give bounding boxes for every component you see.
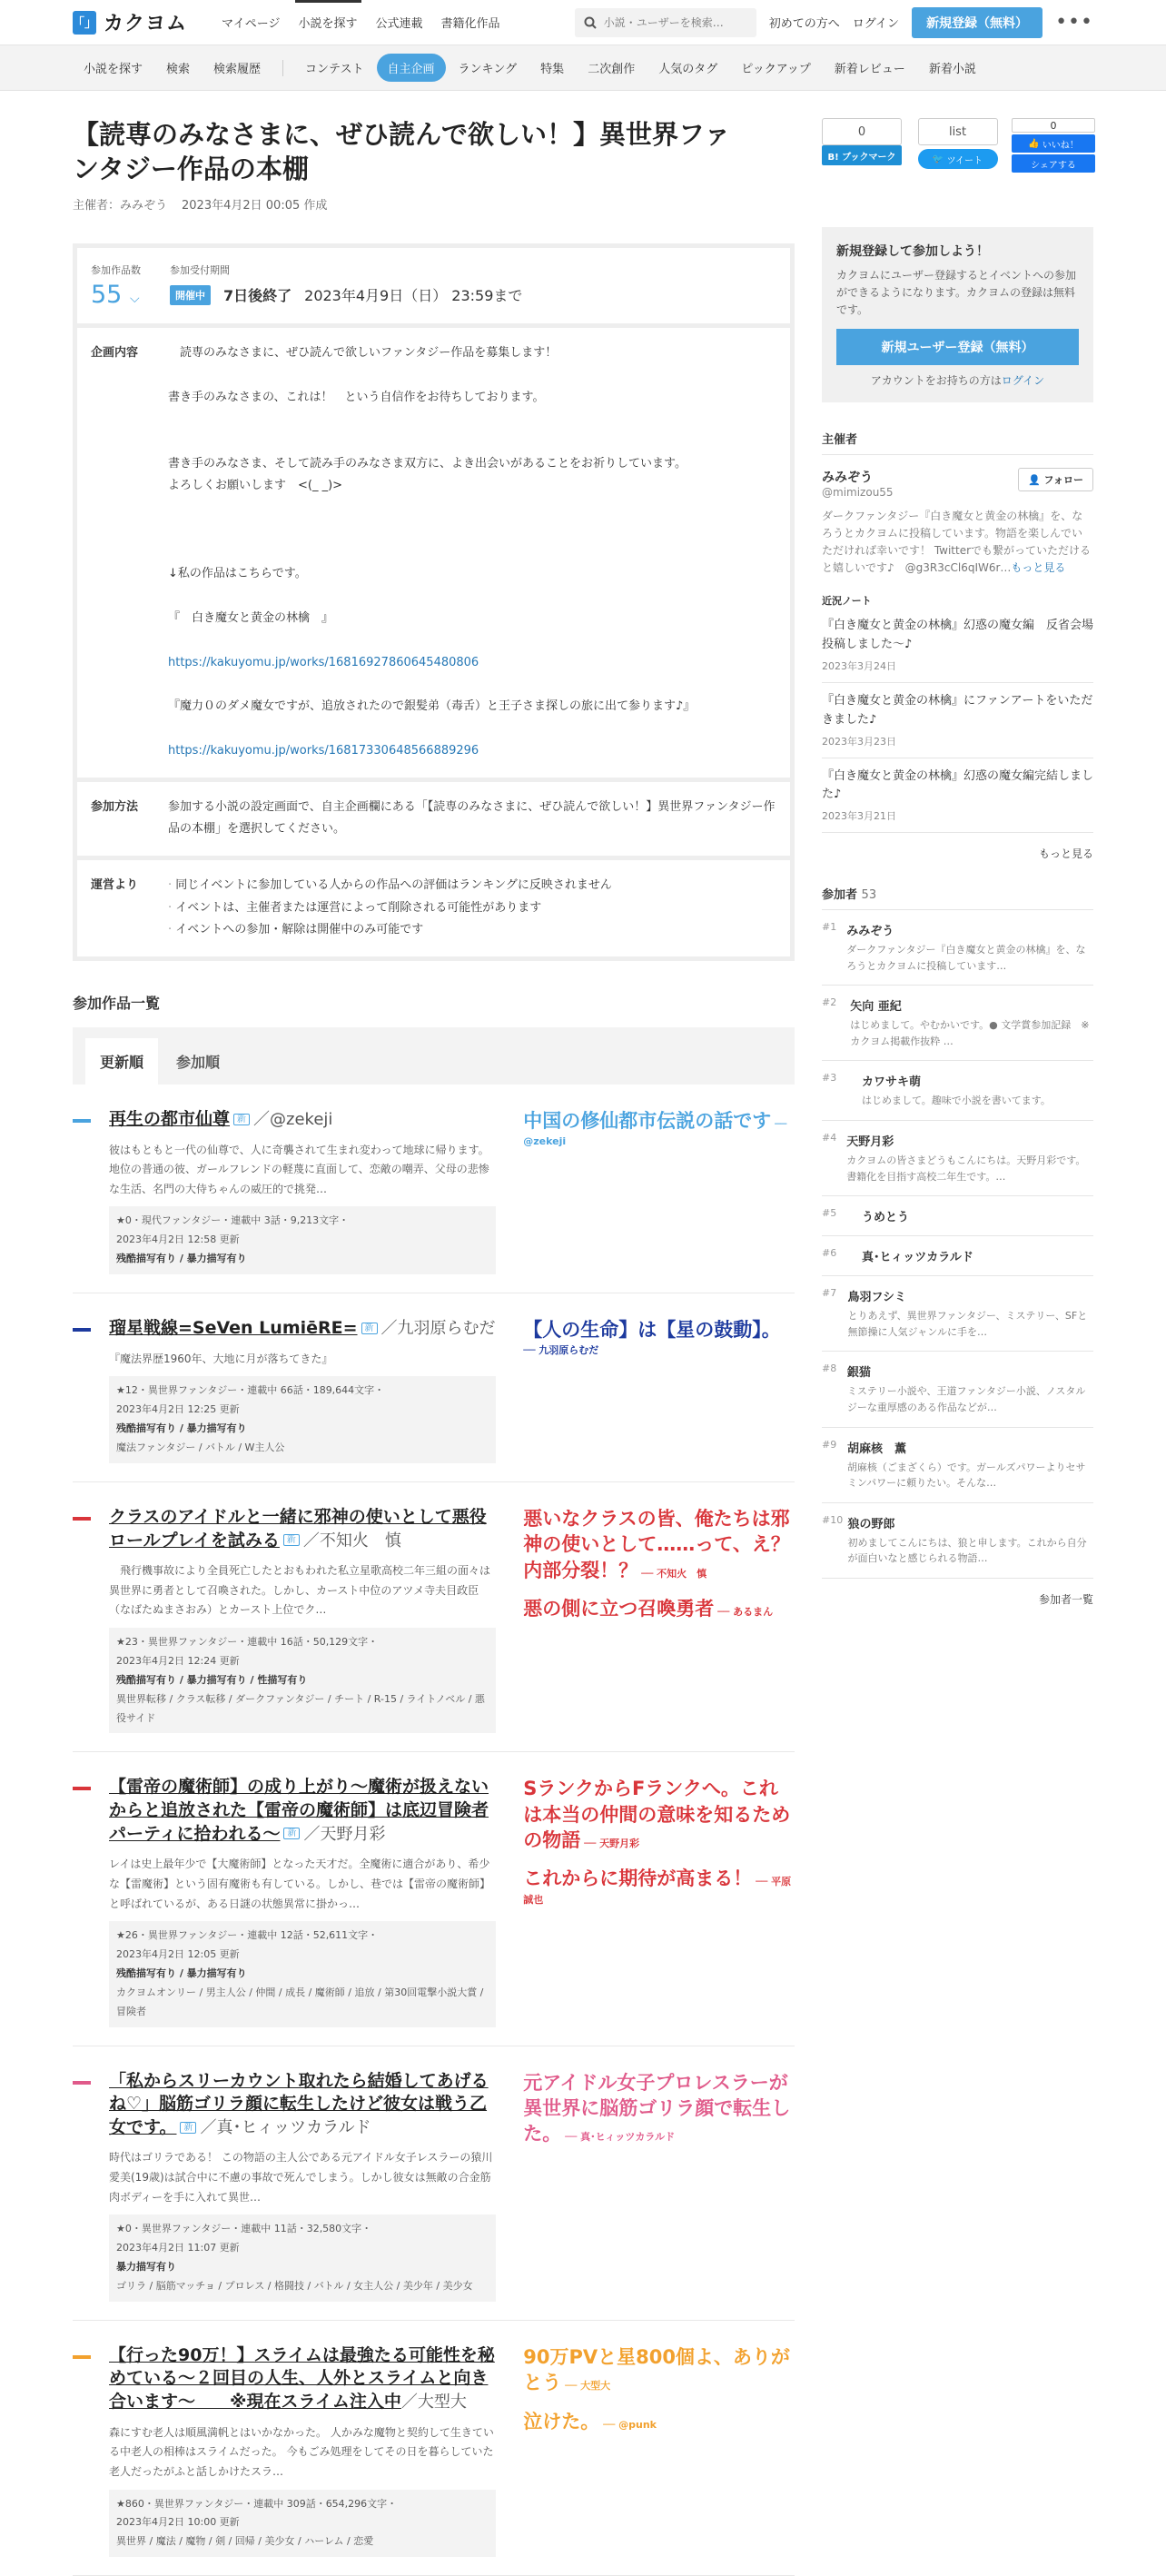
color-mark (73, 2081, 91, 2085)
nav-find-novels[interactable]: 小説を探す (290, 0, 367, 45)
work-author[interactable]: ／@zekeji (253, 1110, 333, 1129)
participant-item[interactable] (822, 1276, 1093, 1352)
rule-item: · イベントは、主催者または運営によって削除される可能性があります (168, 897, 612, 920)
nav-official[interactable]: 公式連載 (375, 17, 423, 31)
catch-text: これからに期待が高まる！ (523, 1868, 753, 1890)
facebook[interactable] (1013, 118, 1093, 173)
work-title-link[interactable]: 「私からスリーカウント取れたら結婚してあげるね♡」脳筋ゴリラ顔に転生したけど彼女は戦う乙女です。 (109, 2070, 489, 2137)
main-column (73, 91, 795, 2576)
work-meta (109, 1206, 496, 1274)
work-author[interactable]: ／大型大 (400, 2393, 467, 2413)
notes-title: 近況ノート (822, 595, 872, 608)
participant-rank: #3 (822, 1072, 837, 1085)
work-author[interactable]: ／不知火 慎 (302, 1531, 401, 1551)
participant-desc: ダークファンタジー『白き魔女と黄金の林檎』を、なろうとカクヨムに投稿しています… (846, 944, 1086, 972)
created-date: 2023年4月2日 00:05 作成 (182, 199, 328, 213)
work-updated: 2023年4月2日 12:58 更新 (116, 1234, 240, 1246)
work-warnings: 残酷描写有り / 暴力描写有り / 性描写有り (116, 1673, 308, 1686)
work-title-link[interactable]: クラスのアイドルと一緒に邪神の使いとして悪役ロールプレイを試みる (109, 1506, 487, 1551)
content-line: 『 白き魔女と黄金の林檎 』 (168, 610, 334, 625)
catch-text: 泣けた。 (523, 2410, 600, 2432)
blank-line (168, 365, 695, 387)
participant-desc: はじめまして。趣味で小説を書いてます。 (862, 1095, 1051, 1107)
hatena-bookmark[interactable] (822, 118, 902, 173)
subnav-features[interactable]: 特集 (540, 63, 565, 76)
sub-nav (0, 45, 1166, 91)
work-body (109, 1506, 496, 1734)
main-nav (212, 0, 509, 45)
work-body (109, 1317, 496, 1463)
work-intro: 森にすむ老人は順風満帆とはいかなかった。 人かみな魔物と契約して生きている中老人の相棒はスライムだった。 今もごみ処理をしてその日を暮らしていた老人だったがふと話しかけたスラ… (109, 2425, 494, 2478)
works-count[interactable]: 55 ⌵ (91, 281, 140, 310)
subnav-search[interactable]: 検索 (166, 63, 191, 76)
period-label: 参加受付期間 (170, 264, 230, 277)
remaining-days: 7日後終了 (223, 287, 292, 305)
participant-item[interactable] (822, 1061, 1093, 1121)
status-badge: 開催中 (170, 285, 211, 305)
organizer[interactable]: 主催者：みみぞう (73, 199, 168, 213)
work-stats: ★23・異世界ファンタジー・連載中 16話・50,129文字・ (116, 1635, 379, 1648)
catch-text: 【人の生命】は【星の鼓動】。 (523, 1319, 781, 1342)
work-stats: ★0・現代ファンタジー・連載中 3話・9,213文字・ (116, 1214, 350, 1227)
catchphrase[interactable] (523, 1317, 795, 1357)
new-badge: 新 (180, 2122, 196, 2134)
participant-name[interactable]: 天野月彩 (846, 1135, 894, 1150)
work-link[interactable]: https://kakuyomu.jp/works/16817330648566889296 (168, 743, 479, 758)
subnav-reviews[interactable]: 新着レビュー (834, 63, 905, 76)
work-title (109, 2344, 496, 2414)
catchphrase[interactable] (523, 1596, 795, 1621)
participant-item[interactable] (822, 1428, 1093, 1503)
work-stats: ★26・異世界ファンタジー・連載中 12話・52,611文字・ (116, 1929, 379, 1942)
subnav-ranking[interactable]: ランキング (458, 63, 518, 76)
work-warnings: 暴力描写有り (116, 2261, 176, 2274)
event-info-card (73, 243, 795, 961)
work-body (109, 1108, 496, 1274)
participants-list (822, 910, 1093, 1579)
work-tags[interactable]: カクヨムオンリー / 男主人公 / 仲間 / 成長 / 魔術師 / 追放 / 第30回電撃小説大賞 / 冒険者 (116, 1986, 484, 2017)
participant-name[interactable]: 胡麻核 薫 (846, 1442, 906, 1456)
tab-joined[interactable]: 参加順 (176, 1054, 221, 1071)
participant-name[interactable]: 銀猫 (846, 1366, 871, 1381)
catch-by: ── @punk (599, 2418, 657, 2431)
color-mark (73, 1517, 91, 1521)
signup-card (822, 227, 1093, 402)
new-badge: 新 (283, 1828, 300, 1839)
sidebar (822, 91, 1106, 2576)
subnav-new-novels[interactable]: 新着小説 (928, 63, 976, 76)
tweet[interactable] (918, 118, 998, 173)
subnav-find[interactable]: 小説を探す (84, 63, 143, 76)
login-prefix: アカウントをお持ちの方は (870, 373, 1002, 387)
catch-by: ── あるまん (714, 1605, 774, 1618)
twitter-icon: 🐦 (932, 154, 944, 164)
work-meta (109, 2214, 496, 2302)
work-updated: 2023年4月2日 12:05 更新 (116, 1948, 240, 1960)
catch-by: ── 不知火 慎 (637, 1567, 707, 1580)
catch-text: 90万PVと星800個よ、ありがとう (523, 2345, 790, 2394)
catch-by: ── 平原誠也 (523, 1876, 792, 1906)
participant-name[interactable]: 狼の野郎 (847, 1517, 895, 1531)
subnav-fanfic[interactable]: 二次創作 (588, 63, 636, 76)
participant-body (862, 1072, 1051, 1109)
tab-updated[interactable]: 更新順 (85, 1038, 158, 1085)
search-box[interactable] (575, 8, 756, 37)
subnav-history[interactable]: 検索履歴 (213, 63, 262, 76)
work-tags[interactable]: 異世界転移 / クラス転移 / ダークファンタジー / チート / R-15 / ライトノベル / 悪役サイド (116, 1692, 485, 1724)
note-item[interactable] (822, 758, 1093, 834)
work-intro: 飛行機事故により全員死亡したとおもわれた私立星歌高校二年三組の面々は異世界に勇者として召喚された。しかし、カースト中位のアツメ寺夫目政臣（なばたぬまさおみ）とカースト上位でク… (109, 1564, 491, 1617)
rules-list (168, 875, 612, 942)
blank-line (168, 431, 695, 453)
notes-more-link[interactable]: もっと見る (1038, 847, 1093, 861)
host-section-title: 主催者 (822, 430, 1093, 455)
catch-by: ── @zekeji (523, 1118, 787, 1148)
note-date: 2023年3月23日 (822, 735, 896, 748)
event-description (168, 342, 695, 762)
color-mark (73, 1119, 91, 1123)
blank-line (168, 674, 695, 696)
rules-label: 運営より (91, 877, 139, 892)
participant-body (847, 1439, 1093, 1491)
note-date: 2023年3月21日 (822, 810, 896, 823)
work-intro: 時代はゴリラである！ この物語の主人公である元アイドル女子レスラーの猿川愛美(19歳)は試合中に不慮の事故で死んでしまう。しかし彼女は無敵の合金筋肉ボディーを手に入れて異世… (109, 2151, 493, 2204)
work-meta (109, 2490, 496, 2558)
login-link-side[interactable]: ログイン (1001, 373, 1045, 387)
work-title (109, 1108, 496, 1132)
sort-tabs (73, 1027, 795, 1085)
participant-rank: #4 (822, 1132, 837, 1144)
participant-body (862, 1207, 909, 1224)
work-body (109, 1776, 496, 2026)
blank-line (168, 541, 695, 563)
work-warnings: 残酷描写有り / 暴力描写有り (116, 1422, 247, 1435)
participant-item[interactable] (822, 910, 1093, 986)
divider (282, 60, 283, 76)
rule-item: · 同じイベントに参加している人からの作品への評価はランキングに反映されません (168, 875, 612, 897)
participant-rank: #2 (822, 996, 837, 1009)
work-warnings: 残酷描写有り / 暴力描写有り (116, 1967, 247, 1979)
work-intro: レイは史上最年少で【大魔術師】となった天才だ。全魔術に適合があり、希少な【雷魔術】という固有魔術も有している。しかし、巷では【雷帝の魔術師】と呼ばれているが、ある日謎の状態異常に掛かっ… (109, 1858, 491, 1910)
work-title-link[interactable]: 再生の都市仙尊 (109, 1109, 231, 1129)
work-author[interactable]: ／真･ヒィッツカラルド (200, 2117, 371, 2137)
work-updated: 2023年4月2日 12:24 更新 (116, 1654, 240, 1667)
signup-title: 新規登録して参加しよう！ (836, 244, 989, 259)
catch-by: ── 九羽原らむだ (523, 1344, 599, 1357)
signup-desc: カクヨムにユーザー登録するとイベントへの参加ができるようになります。カクヨムの登録は無料です。 (836, 269, 1077, 317)
catch-by: ── 大型大 (561, 2380, 611, 2393)
catch-text: 悪の側に立つ召喚勇者 (523, 1597, 715, 1620)
color-mark (73, 1328, 91, 1332)
work-meta (109, 1921, 496, 2026)
nav-books[interactable]: 書籍化作品 (440, 17, 500, 31)
catch-by: ── 天野月彩 (580, 1838, 640, 1850)
content-line: よろしくお願いします <(_ _)> (168, 479, 343, 493)
note-title: 『白き魔女と黄金の林檎』にファンアートをいただきました♪ (822, 693, 1093, 727)
color-mark (73, 2355, 91, 2359)
work-meta (109, 1376, 496, 1463)
blank-line (168, 630, 695, 652)
fb-count: 0 (1012, 118, 1095, 133)
works-section-title: 参加作品一覧 (73, 995, 161, 1012)
catchphrase[interactable] (523, 1506, 795, 1583)
work-stats: ★12・異世界ファンタジー・連載中 66話・189,644文字・ (116, 1384, 385, 1397)
work-title (109, 1317, 496, 1341)
share-buttons (822, 118, 1093, 173)
content-line: ↓私の作品はこちらです。 (168, 567, 307, 581)
register-button[interactable]: 新規登録（無料） (912, 7, 1042, 38)
work-updated: 2023年4月2日 11:07 更新 (116, 2242, 240, 2254)
join-method: 参加する小説の設定画面で、自主企画欄にある「【読専のみなさまに、ぜひ読んで欲しい！】異世界ファンタジー作品の本棚」を選択してください。 (168, 799, 776, 837)
participant-item[interactable] (822, 1236, 1093, 1276)
participant-name[interactable]: カワサキ萌 (862, 1075, 922, 1090)
bookmark-count: 0 (822, 118, 902, 145)
note-date: 2023年3月24日 (822, 659, 896, 672)
note-title: 『白き魔女と黄金の林檎』幻惑の魔女編完結しました♪ (822, 768, 1094, 802)
catchphrase[interactable] (523, 1776, 795, 1853)
host-more-link[interactable]: もっと見る (1011, 561, 1066, 575)
works-list (73, 1085, 795, 2576)
catch-text: SランクからFランクへ。これは本当の仲間の意味を知るための物語 (523, 1778, 791, 1852)
new-badge: 新 (283, 1534, 300, 1546)
participant-desc: 胡麻核（ごまざくら）です。ガールズパワーよりセサミンパワーに頼りたい。そんな… (846, 1461, 1086, 1490)
page-title: 【読専のみなさまに、ぜひ読んで欲しい！】異世界ファンタジー作品の本棚 (73, 119, 731, 184)
participant-body (848, 1287, 1093, 1340)
catchphrase[interactable] (523, 2344, 795, 2396)
note-item[interactable] (822, 608, 1106, 683)
participants-title: 参加者 53 (822, 885, 1093, 910)
subnav-tags[interactable]: 人気のタグ (658, 63, 718, 76)
work-item (73, 1085, 795, 1293)
participant-rank: #8 (822, 1362, 837, 1375)
work-intro: 彼はもともと一代の仙尊で、人に奇襲されて生まれ変わって地球に帰ります。地位の普通の彼、ガールフレンドの軽蔑に直面して、恋敵の嘲弄、父母の悲惨な生活、名門の大侍ちゃんの威圧的で挑発… (109, 1143, 489, 1195)
participant-desc: 初めましてこんにちは、狼と申します。これから自分が面白いなと感じられる物語… (847, 1536, 1087, 1565)
signup-button[interactable]: 新規ユーザー登録（無料） (836, 329, 1079, 365)
work-link[interactable]: https://kakuyomu.jp/works/16816927860645480806 (168, 655, 479, 669)
work-item (73, 1752, 795, 2046)
catch-by: ── 真･ヒィッツカラルド (561, 2131, 676, 2144)
participant-name[interactable]: 鳥羽フシミ (847, 1291, 907, 1305)
catchphrases (523, 1317, 795, 1463)
content-line: 『魔力０のダメ魔女ですが、追放されたので銀髪弟（毒舌）と王子さま探しの旅に出て参ります♪』 (168, 699, 696, 714)
participant-body (848, 1514, 1093, 1567)
catchphrases (523, 1108, 795, 1274)
subnav-pickup[interactable]: ピックアップ (741, 63, 811, 76)
catchphrases (523, 1506, 795, 1734)
catchphrase[interactable] (523, 1866, 795, 1906)
work-stats: ★860・異世界ファンタジー・連載中 309話・654,296文字・ (116, 2497, 398, 2510)
participant-name[interactable]: うめとう (862, 1211, 910, 1225)
work-item (73, 2046, 795, 2321)
work-tags[interactable]: 異世界 / 魔法 / 魔物 / 剣 / 回帰 / 美少女 / ハーレム / 恋愛 (116, 2535, 374, 2548)
work-tags[interactable]: ゴリラ / 脳筋マッチョ / プロレス / 格闘技 / バトル / 女主人公 / 美少年 / 美少女 (116, 2279, 473, 2292)
site-logo[interactable] (73, 8, 187, 36)
logo-icon: 「」 (73, 11, 96, 35)
notes-list (822, 608, 1106, 833)
host-name[interactable]: みみぞう (822, 470, 873, 485)
work-title (109, 1506, 496, 1552)
catchphrase[interactable] (523, 2070, 795, 2147)
participant-item[interactable] (822, 1196, 1093, 1236)
host-id: @mimizou55 (822, 485, 894, 499)
tweet-button[interactable]: 🐦 ツイート (918, 149, 998, 169)
content-line: 読専のみなさまに、ぜひ読んで欲しいファンタジー作品を募集します！ (168, 346, 558, 361)
blank-line (168, 520, 695, 541)
participant-body (850, 996, 1093, 1049)
catch-text: 元アイドル女子プロレスラーが異世界に脳筋ゴリラ顔で転生した。 (523, 2071, 791, 2145)
work-stats: ★0・異世界ファンタジー・連載中 11話・32,580文字・ (116, 2223, 372, 2235)
participant-desc: とりあえず、異世界ファンタジー、ミステリー、SFと無節操に人気ジャンルに手を… (847, 1310, 1088, 1338)
participant-item[interactable] (822, 1503, 1093, 1579)
work-body (109, 2344, 496, 2557)
thumbs-up-icon: 👍 (1028, 138, 1040, 149)
participant-body (862, 1247, 973, 1264)
blank-line (168, 498, 695, 520)
content-label: 企画内容 (91, 346, 139, 361)
rule-item: · イベントへの参加・解除は開催中のみ可能です (168, 919, 612, 942)
subnav-user-events[interactable]: 自主企画 (377, 54, 446, 82)
work-intro: 『魔法界歴1960年、大地に月が落ちてきた』 (109, 1352, 333, 1365)
participant-name[interactable]: 真･ヒィッツカラルド (862, 1251, 973, 1265)
participant-desc: ミステリー小説や、王道ファンタジー小説、ノスタルジーな重厚感のある作品などが… (846, 1385, 1086, 1414)
participant-desc: はじめまして。やむかいです。● 文学賞参加記録 ※カクヨム掲載作抜粋 … (850, 1019, 1090, 1047)
note-item[interactable] (822, 683, 1093, 758)
note-title: 『白き魔女と黄金の林檎』幻惑の魔女編 反省会場 投稿しました～♪ (822, 619, 1106, 652)
catchphrase[interactable] (523, 2409, 795, 2434)
work-item (73, 2321, 795, 2576)
logo-text: カクヨム (104, 13, 188, 35)
participant-desc: カクヨムの皆さまどうもこんにちは。天野月彩です。書籍化を目指す高校二年生です。… (846, 1154, 1086, 1183)
participant-rank: #6 (822, 1247, 837, 1260)
new-badge: 新 (361, 1323, 378, 1334)
method-label: 参加方法 (91, 799, 139, 814)
work-author[interactable]: ／九羽原らむだ (380, 1319, 496, 1339)
follow-button[interactable]: 👤 フォロー (1018, 468, 1093, 491)
more-menu-icon[interactable]: ••• (1055, 11, 1093, 34)
color-mark (73, 1787, 91, 1790)
catchphrases (523, 1776, 795, 2026)
participant-body (847, 1362, 1093, 1415)
catch-text: 中国の修仙都市伝説の話です (523, 1110, 772, 1132)
blank-line (168, 586, 695, 608)
catchphrase[interactable] (523, 1108, 795, 1148)
blank-line (168, 410, 695, 431)
work-title (109, 2070, 496, 2140)
content-line: 書き手のみなさま、そして読み手のみなさま双方に、よき出会いがあることをお祈りしています。 (168, 456, 687, 471)
deadline: 2023年4月9日（日） 23:59まで (304, 287, 523, 305)
work-item (73, 1293, 795, 1482)
participant-rank: #10 (822, 1513, 844, 1526)
work-title-link[interactable]: 【雷帝の魔術師】の成り上がり～魔術が扱えないからと追放された【雷帝の魔術師】は底辺冒険者パーティに拾われる～ (109, 1777, 489, 1844)
count-label: 参加作品数 (91, 264, 141, 277)
participant-body (846, 1132, 1093, 1184)
work-title (109, 1776, 496, 1846)
participants-all-link[interactable]: 参加者一覧 (1038, 1593, 1093, 1606)
work-updated: 2023年4月2日 10:00 更新 (116, 2516, 240, 2529)
beginner-link[interactable]: 初めての方へ (768, 17, 840, 31)
site-header (0, 0, 1166, 45)
content-line: 書き手のみなさまの、これは！ という自信作をお待ちしております。 (168, 391, 545, 405)
participants-count: 53 (861, 888, 877, 903)
search-icon (584, 16, 597, 29)
work-updated: 2023年4月2日 12:25 更新 (116, 1403, 240, 1416)
fb-share-button[interactable]: シェアする (1012, 154, 1095, 173)
catchphrases (523, 2070, 795, 2302)
tweet-box: list (918, 118, 998, 145)
new-badge: 新 (233, 1114, 250, 1125)
participant-name[interactable]: 矢向 亜紀 (850, 1000, 902, 1015)
participant-name[interactable]: みみぞう (846, 925, 894, 939)
blank-line (168, 718, 695, 740)
work-warnings: 残酷描写有り / 暴力描写有り (116, 1253, 247, 1265)
catch-text: 悪いなクラスの皆、俺たちは邪神の使いとして……って、え？内部分裂！？ (523, 1507, 790, 1581)
work-meta (109, 1628, 496, 1733)
work-title-link[interactable]: 瑠星戦線=SeVen LumiēRE= (109, 1318, 358, 1339)
work-title-link[interactable]: 【行った90万！】スライムは最強たる可能性を秘めている～２回目の人生、人外とスライムと向き合います～ ※現在スライム注入中 (109, 2344, 495, 2413)
work-author[interactable]: ／天野月彩 (303, 1824, 386, 1844)
participant-rank: #5 (822, 1207, 837, 1220)
nav-mypage[interactable]: マイページ (222, 17, 281, 31)
host-desc: ダークファンタジー『白き魔女と黄金の林檎』を、なろうとカクヨムに投稿しています。物語を楽しんでいただければ幸いです！ Twitterでも繋がっていただけると嬉しいです♪ @g3R3cCl6qIW6r…もっと見る (822, 509, 1092, 575)
participant-item[interactable] (822, 1121, 1093, 1196)
participant-item[interactable] (822, 986, 1093, 1061)
work-body (109, 2070, 496, 2302)
participant-rank: #9 (822, 1438, 837, 1451)
add-user-icon: 👤 (1028, 473, 1041, 486)
work-item (73, 1482, 795, 1753)
participant-body (846, 921, 1093, 974)
chevron-down-icon: ⌵ (129, 292, 140, 307)
participant-rank: #7 (822, 1287, 837, 1300)
catchphrases (523, 2344, 795, 2557)
participant-item[interactable] (822, 1352, 1093, 1427)
subnav-contest[interactable]: コンテスト (305, 63, 364, 76)
search-input[interactable] (604, 16, 747, 29)
fb-like-button[interactable]: 👍 いいね！ (1012, 134, 1095, 153)
work-tags[interactable]: 魔法ファンタジー / バトル / W主人公 (116, 1442, 285, 1453)
login-link[interactable]: ログイン (852, 17, 900, 31)
participant-rank: #1 (822, 921, 837, 934)
bookmark-button[interactable]: B! ブックマーク (822, 145, 902, 165)
